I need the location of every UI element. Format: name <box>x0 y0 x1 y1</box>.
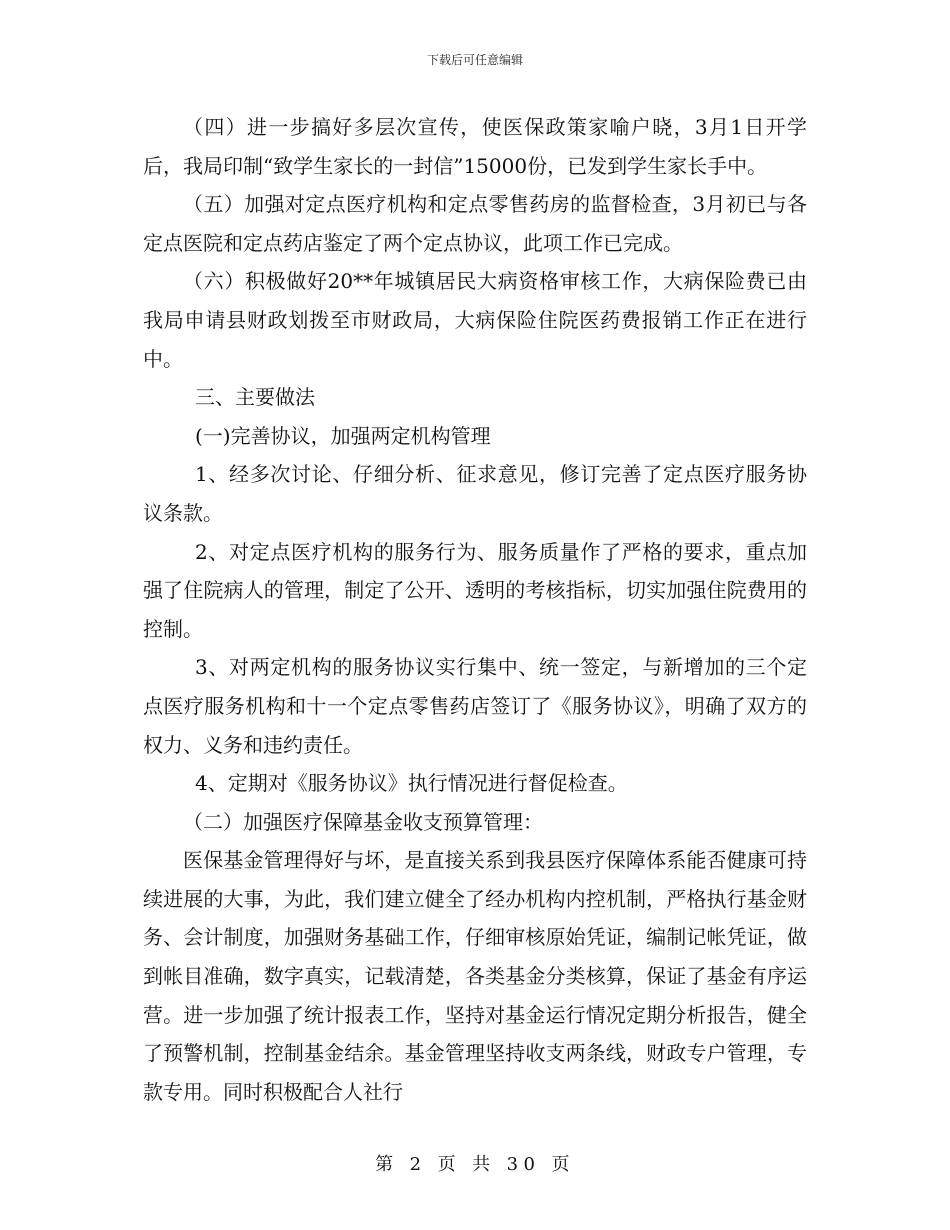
paragraph-item-4: （四）进一步搞好多层次宣传，使医保政策家喻户晓，3月1日开学后，我局印制“致学生家长的一封信”15000份，已发到学生家长手中。 <box>143 115 807 178</box>
list-item-4: 4、定期对《服务协议》执行情况进行督促检查。 <box>195 771 628 796</box>
paragraph-item-6: （六）积极做好20**年城镇居民大病资格审核工作，大病保险费已由我局申请县财政划拨至市财政局，大病保险住院医药费报销工作正在进行中。 <box>143 269 807 371</box>
list-item-1: 1、经多次讨论、仔细分析、征求意见，修订完善了定点医疗服务协议条款。 <box>143 462 807 525</box>
paragraph-item-5: （五）加强对定点医疗机构和定点零售药房的监督检查，3月初已与各定点医院和定点药店鉴定了两个定点协议，此项工作已完成。 <box>143 192 807 255</box>
list-item-3: 3、对两定机构的服务协议实行集中、统一签定，与新增加的三个定点医疗服务机构和十一个定点零售药店签订了《服务协议》，明确了双方的权力、义务和违约责任。 <box>143 655 807 757</box>
paragraph-fund-management: 医保基金管理得好与坏，是直接关系到我县医疗保障体系能否健康可持续进展的大事，为此，我们建立健全了经办机构内控机制，严格执行基金财务、会计制度，加强财务基础工作，仔细审核原始凭证，编制记帐凭证，做到帐目准确，数字真实，记载清楚，各类基金分类核算，保证了基金有序运营。进一步加强了统计报表工作，坚持对基金运行情况定期分析报告，健全了预警机制，控制基金结余。基金管理坚持收支两条线，财政专户管理，专款专用。同时积极配合人社行 <box>143 848 807 1104</box>
document-body <box>143 108 807 1111</box>
list-item-2: 2、对定点医疗机构的服务行为、服务质量作了严格的要求，重点加强了住院病人的管理，制定了公开、透明的考核指标，切实加强住院费用的控制。 <box>143 539 807 641</box>
section-heading-main-practices: 三、主要做法 <box>195 385 315 410</box>
subsection-heading-fund-budget: （二）加强医疗保障基金收支预算管理： <box>183 809 543 834</box>
page-number-footer: 第 2 页 共 30 页 <box>375 1154 575 1175</box>
subsection-heading-agreements: (一)完善协议，加强两定机构管理 <box>195 423 491 448</box>
page-header-note: 下载后可任意编辑 <box>426 53 523 67</box>
